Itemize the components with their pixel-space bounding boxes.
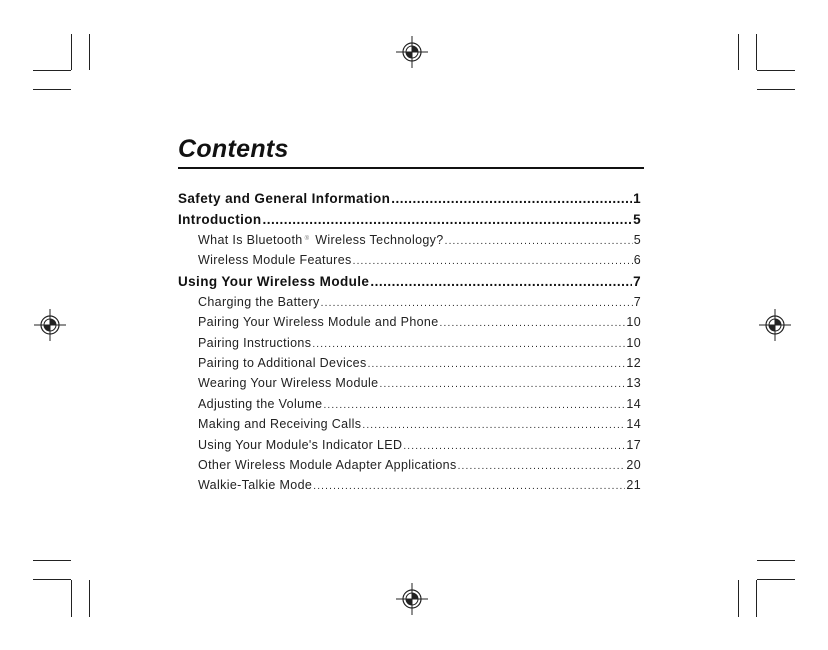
toc-entry-label: Charging the Battery — [198, 294, 320, 309]
toc-entry-label — [198, 233, 444, 247]
dot-leader — [458, 458, 626, 472]
crop-mark-top-left — [33, 34, 90, 90]
toc-page-number: 6 — [633, 253, 641, 268]
toc-entry-label: Safety and General Information — [178, 191, 391, 206]
registration-mark-left — [34, 309, 66, 341]
toc-page-number: 12 — [626, 355, 641, 370]
table-of-contents — [178, 191, 641, 499]
toc-entry-label: Walkie-Talkie Mode — [198, 478, 313, 493]
toc-entry-using-module[interactable] — [178, 274, 641, 295]
crop-mark-top-right — [739, 34, 796, 90]
toc-entry-label: Making and Receiving Calls — [198, 417, 362, 432]
toc-entry-label: Wireless Module Features — [198, 253, 352, 268]
toc-page-number: 7 — [633, 294, 641, 309]
toc-label-text: What Is Bluetooth — [198, 233, 303, 247]
toc-entry-safety[interactable] — [178, 191, 641, 212]
dot-leader — [353, 253, 633, 267]
dot-leader — [445, 233, 633, 247]
toc-entry-pairing-phone[interactable] — [178, 315, 641, 335]
crop-mark-bottom-right — [739, 561, 796, 618]
toc-page-number: 21 — [626, 478, 641, 493]
toc-entry-volume[interactable] — [178, 397, 641, 417]
page-title: Contents — [178, 135, 289, 163]
dot-leader — [440, 315, 626, 329]
toc-page-number: 5 — [633, 233, 641, 247]
registered-trademark: ® — [304, 236, 310, 242]
dot-leader — [368, 356, 626, 370]
toc-page-number: 10 — [626, 315, 641, 330]
toc-page-number: 17 — [626, 437, 641, 452]
toc-entry-label: Other Wireless Module Adapter Applications — [198, 457, 457, 472]
toc-entry-calls[interactable] — [178, 417, 641, 437]
toc-page-number: 10 — [626, 335, 641, 350]
toc-entry-pairing-instructions[interactable] — [178, 336, 641, 356]
dot-leader — [263, 212, 633, 227]
toc-entry-label: Adjusting the Volume — [198, 396, 323, 411]
dot-leader — [403, 438, 625, 452]
toc-page-number: 5 — [633, 212, 641, 227]
toc-entry-wearing[interactable] — [178, 376, 641, 396]
dot-leader — [362, 417, 625, 431]
toc-entry-label: Using Your Wireless Module — [178, 273, 370, 289]
toc-page-number: 7 — [633, 273, 641, 289]
toc-entry-label: Using Your Module's Indicator LED — [198, 437, 403, 452]
title-rule — [178, 167, 644, 169]
registration-mark-top — [396, 36, 428, 68]
toc-entry-indicator-led[interactable] — [178, 438, 641, 458]
dot-leader — [321, 295, 633, 309]
registration-mark-bottom — [396, 583, 428, 615]
dot-leader — [391, 191, 632, 206]
toc-entry-label: Pairing Your Wireless Module and Phone — [198, 315, 439, 330]
toc-entry-bluetooth[interactable] — [178, 233, 641, 253]
toc-entry-label: Pairing to Additional Devices — [198, 355, 367, 370]
toc-page-number: 13 — [626, 376, 641, 391]
toc-page-number: 14 — [626, 396, 641, 411]
toc-entry-label: Pairing Instructions — [198, 335, 312, 350]
toc-entry-label: Introduction — [178, 212, 262, 227]
dot-leader — [323, 397, 625, 411]
toc-entry-introduction[interactable] — [178, 212, 641, 233]
dot-leader — [380, 376, 626, 390]
toc-entry-walkie-talkie[interactable] — [178, 478, 641, 498]
dot-leader — [313, 478, 625, 492]
toc-entry-charging[interactable] — [178, 295, 641, 315]
dot-leader — [312, 336, 625, 350]
toc-entry-other-applications[interactable] — [178, 458, 641, 478]
crop-mark-bottom-left — [33, 561, 90, 618]
dot-leader — [370, 274, 632, 289]
toc-page-number: 14 — [626, 417, 641, 432]
toc-entry-features[interactable] — [178, 253, 641, 273]
toc-page-number: 1 — [633, 191, 641, 206]
toc-page-number: 20 — [626, 457, 641, 472]
toc-entry-label: Wearing Your Wireless Module — [198, 376, 379, 391]
registration-mark-right — [759, 309, 791, 341]
toc-entry-pairing-additional[interactable] — [178, 356, 641, 376]
toc-label-suffix: Wireless Technology? — [311, 233, 444, 247]
